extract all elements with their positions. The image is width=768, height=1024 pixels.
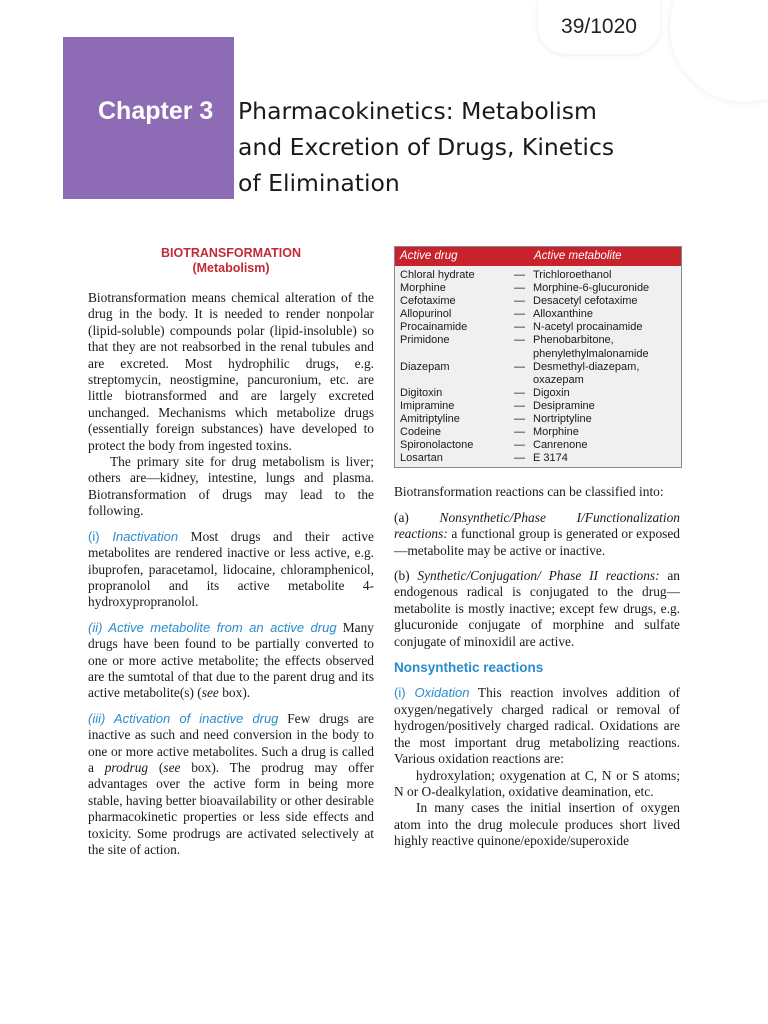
table-cell-metabolite: Alloxanthine [533,308,593,321]
table-cell-metabolite: Morphine-6-glucuronide [533,282,650,295]
active-metabolite-table [394,246,682,468]
nonsynthetic-reactions-heading: Nonsynthetic reactions [394,660,544,676]
table-cell-metabolite: Morphine [533,426,579,439]
corner-circle-decoration [670,0,768,102]
table-cell-drug: Amitriptyline [400,413,460,426]
chapter-number: Chapter 3 [98,97,214,125]
inactivation-paragraph [88,529,374,611]
table-cell-metabolite: Desacetyl cefotaxime [533,295,638,308]
oxidation-list-paragraph: hydroxylation; oxygenation at C, N or S atoms; N or O-dealkylation, oxidative deamination, etc. [394,767,680,799]
table-row [395,334,681,347]
table-cell-drug: Chloral hydrate [400,269,475,281]
activation-heading: (iii) Activation of inactive drug [88,710,279,726]
phase-two-term: Synthetic/Conjugation/ Phase II reactions: [417,568,660,584]
table-row [395,426,681,439]
table-cell-metabolite: E 3174 [533,452,568,465]
classification-paragraph: Biotransformation reactions can be classified into: [394,484,664,500]
active-see: see [201,685,219,701]
table-cell-dash: — [514,308,525,321]
table-body [395,266,681,467]
table-row [395,361,681,374]
page-indicator: 39/1020 [538,0,660,54]
heading-line-1: BIOTRANSFORMATION [160,246,302,260]
activation-text-a: Few drugs are inactive as such and need conversion in the body to one or more active metabolites. Such a drug is called a [88,710,374,775]
table-cell-metabolite: phenylethylmalonamide [533,347,649,360]
inactivation-text: Most drugs and their active metabolites are rendered inactive or less active, e.g. ibuprofen, paracetamol, lidocaine, chloramphenicol, propranolol and its active metabolite 4-hydroxypropranolol. [88,528,374,610]
table-cell-dash: — [514,413,525,426]
table-cell-metabolite: Digoxin [533,386,570,399]
table-cell-drug: Imipramine [400,399,455,412]
table-row [395,452,681,465]
phase-two-label: (b) [394,568,418,584]
table-cell-dash [506,348,533,361]
active-metabolite-paragraph [88,620,374,702]
table-cell-drug: Losartan [400,452,443,465]
inactivation-number: (i) [88,528,113,544]
table-cell-metabolite: Trichloroethanol [533,269,612,281]
table-row [395,387,681,400]
table-cell-dash: — [514,426,525,439]
table-cell-dash: — [514,360,525,373]
table-cell-drug: Diazepam [400,360,450,373]
activation-paragraph [88,711,374,859]
table-cell-drug [395,348,506,361]
table-cell-drug: Spironolactone [400,439,474,452]
table-cell-metabolite: Desmethyl-diazepam, [533,360,640,373]
table-row [395,295,681,308]
table-cell-metabolite: Phenobarbitone, [533,334,614,347]
table-cell-drug [395,374,506,387]
table-cell-drug: Procainamide [400,321,468,334]
phase-two-paragraph [394,568,680,650]
table-cell-drug: Morphine [400,282,446,295]
activation-text-c: box). The prodrug may offer advantages over the active form in being more stable, having better bioavailability or other desirable pharmacokinetic properties or less side effects and toxicity. Some prodrugs are activated selectively at the site of action. [88,759,374,857]
table-row [395,374,681,387]
table-row [395,348,681,361]
table-header [395,247,681,266]
table-row [395,282,681,295]
biotransformation-heading [88,246,374,276]
table-cell-dash: — [514,399,525,412]
table-cell-dash: — [514,269,525,281]
table-cell-drug: Primidone [400,334,450,347]
phase-one-label: (a) [394,509,440,525]
phase-one-text: a functional group is generated or exposed—metabolite may be active or inactive. [394,526,680,558]
active-metabolite-heading: (ii) Active metabolite from an active drug [88,619,337,635]
table-cell-dash: — [514,439,525,452]
chapter-title-line-3: of Elimination [238,169,400,197]
chapter-title-line-2: and Excretion of Drugs, Kinetics [238,133,615,161]
oxygen-insertion-paragraph: In many cases the initial insertion of oxygen atom into the drug molecule produces short lived highly reactive quinone/epoxide/superoxide [394,800,680,849]
table-cell-dash: — [514,452,525,465]
table-cell-dash: — [514,386,525,399]
table-cell-drug: Digitoxin [400,386,443,399]
phase-one-term: Nonsynthetic/Phase I/Functionalization reactions: [394,509,680,542]
table-row [395,321,681,334]
chapter-title-line-1: Pharmacokinetics: Metabolism [238,97,597,125]
oxidation-paragraph [394,685,680,767]
prodrug-term: prodrug [104,759,149,775]
table-row [395,269,681,282]
table-cell-drug: Allopurinol [400,308,452,321]
table-cell-metabolite: Canrenone [533,439,588,452]
table-cell-dash: — [514,282,525,295]
phase-two-text: an endogenous radical is conjugated to the drug—metabolite is mostly inactive; except few drugs, e.g. glucuronide conjugate of morphine and sulfate conjugate of minoxidil are active. [394,568,680,649]
table-cell-dash [506,374,533,387]
table-cell-dash: — [514,321,525,334]
oxidation-number: (i) [394,685,415,701]
table-row [395,439,681,452]
active-metabolite-text-a: Many drugs have been found to be partially converted to one or more active metabolite; the effects observed are the sumtotal of that due to the parent drug and its active metabolite(s) ( [88,619,374,701]
activation-text-b: ( [148,759,164,775]
table-cell-dash: — [514,334,525,347]
right-column [394,246,680,850]
table-header-drug: Active drug [400,250,458,263]
activation-see: see [163,759,181,775]
active-metabolite-text-b: box). [218,685,251,701]
table-row [395,400,681,413]
chapter-title [238,93,678,201]
primary-site-paragraph: The primary site for drug metabolism is liver; others are—kidney, intestine, lungs and plasma. Biotransformation of drugs may lead to the following. [88,454,374,519]
phase-one-paragraph [394,510,680,559]
table-header-metabolite: Active metabolite [534,250,622,263]
oxidation-heading: Oxidation [414,685,470,701]
table-cell-drug: Codeine [400,426,441,439]
table-row [395,413,681,426]
table-cell-metabolite: Nortriptyline [533,413,592,426]
table-cell-drug: Cefotaxime [400,295,456,308]
table-row [395,308,681,321]
left-column [88,246,374,858]
table-cell-metabolite: N-acetyl procainamide [533,321,643,334]
heading-line-2: (Metabolism) [192,261,270,275]
table-cell-metabolite: oxazepam [533,373,584,386]
table-cell-metabolite: Desipramine [533,399,595,412]
intro-paragraph: Biotransformation means chemical alteration of the drug in the body. It is needed to render nonpolar (lipid-soluble) compounds polar (lipid-insoluble) so that they are not reabsorbed in the renal tubules and are excreted. Most hydrophilic drugs, e.g. streptomycin, neostigmine, pancuronium, etc. are little biotransformed and are largely excreted unchanged. Mechanisms which metabolize drugs (essentially foreign substances) have developed to protect the body from ingested toxins. [88,290,374,453]
table-cell-dash: — [514,295,525,308]
inactivation-heading: Inactivation [112,528,179,544]
oxidation-text: This reaction involves addition of oxygen/negatively charged radical or removal of hydrogen/positively charged radical. Oxidations are the most important drug metabolizing reactions. Various oxidation reactions are: [394,685,680,767]
